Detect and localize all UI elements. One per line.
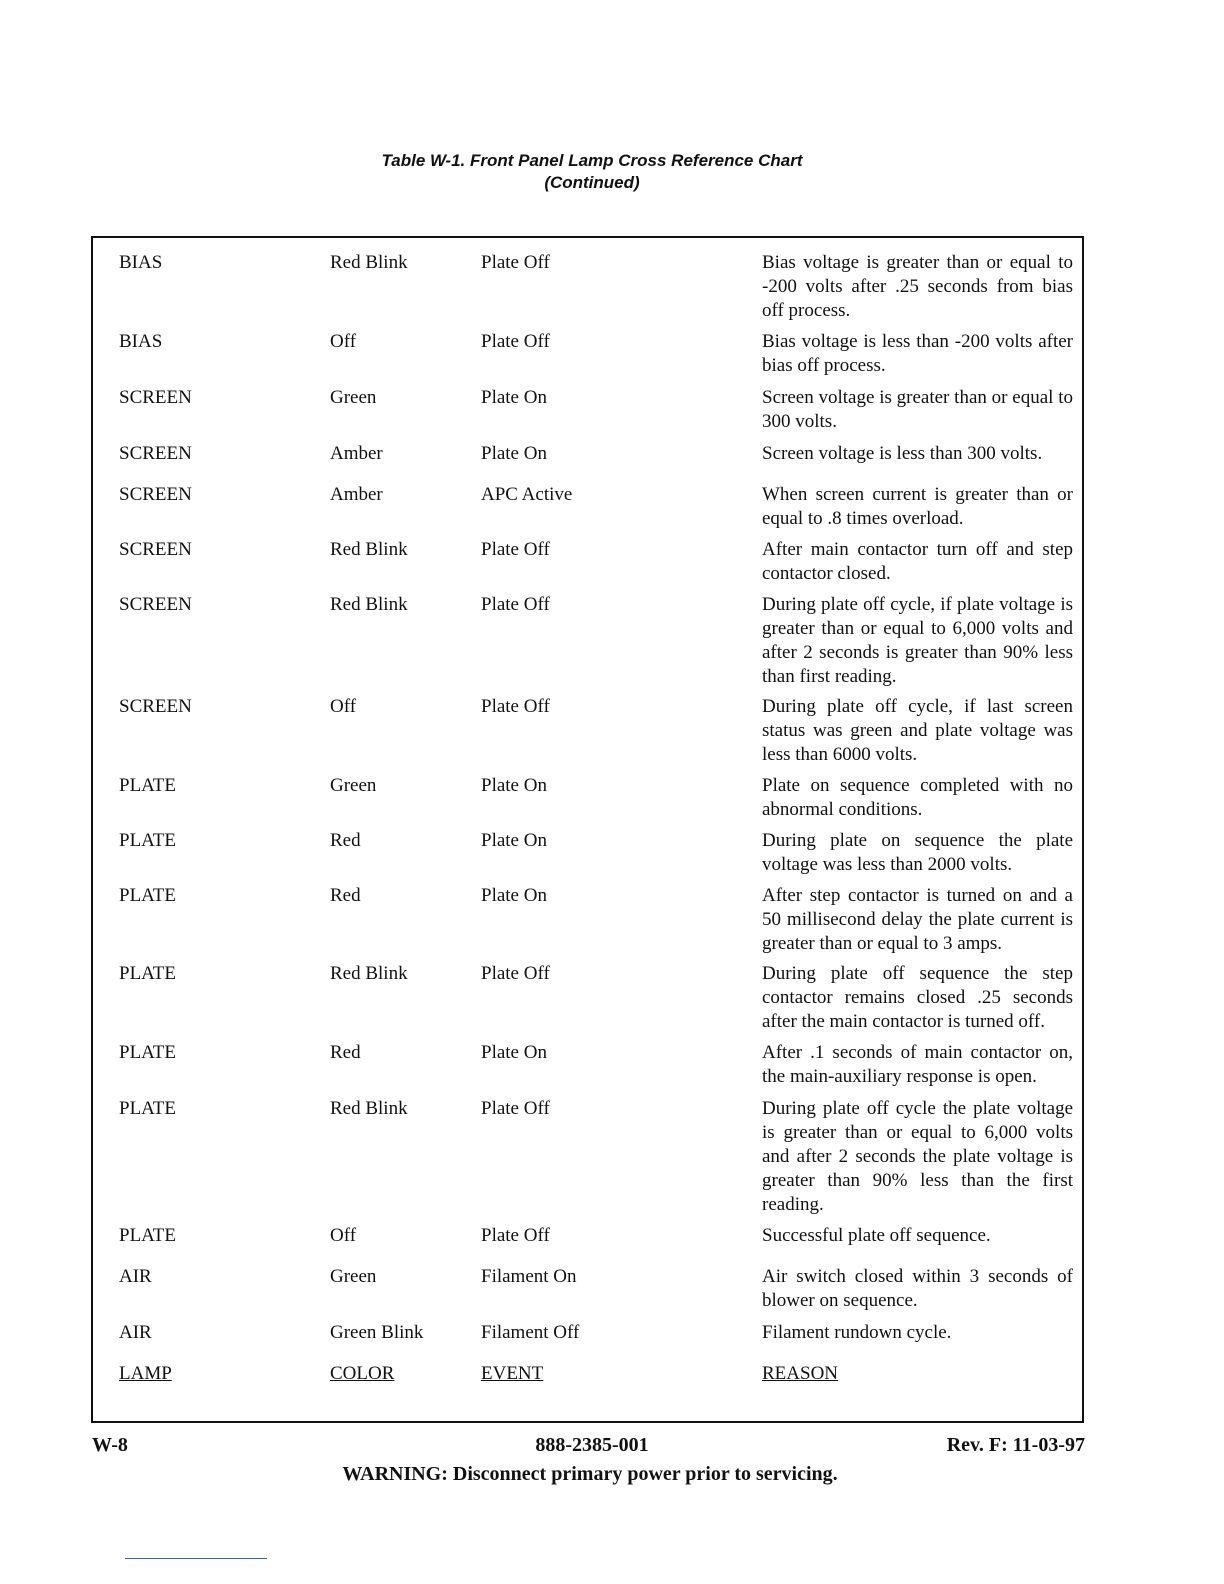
row-12-color: Red Blink	[330, 963, 408, 984]
row-3-lamp: SCREEN	[119, 387, 192, 408]
row-9-color: Green	[330, 775, 377, 796]
row-12-event: Plate Off	[481, 963, 550, 984]
row-5-event: APC Active	[481, 484, 573, 505]
row-7-lamp: SCREEN	[119, 594, 192, 615]
row-10-lamp: PLATE	[119, 830, 176, 851]
row-16-event: Filament On	[481, 1266, 577, 1287]
row-2-reason: Bias voltage is less than -200 volts after bias off process.	[762, 331, 1073, 376]
row-16-reason: Air switch closed within 3 seconds of blower on sequence.	[762, 1266, 1073, 1311]
row-17-color: Green Blink	[330, 1322, 424, 1343]
row-10-color: Red	[330, 830, 361, 851]
row-4-color: Amber	[330, 443, 383, 464]
row-4-lamp: SCREEN	[119, 443, 192, 464]
row-13-event: Plate On	[481, 1042, 547, 1063]
revision: Rev. F: 11-03-97	[946, 1434, 1085, 1456]
row-13-lamp: PLATE	[119, 1042, 176, 1063]
row-2-color: Off	[330, 331, 357, 352]
row-7-event: Plate Off	[481, 594, 550, 615]
row-15-event: Plate Off	[481, 1225, 550, 1246]
row-11-reason: After step contactor is turned on and a 50 millisecond delay the plate current is greater than or equal to 3 amps.	[762, 885, 1073, 954]
row-11-event: Plate On	[481, 885, 547, 906]
row-4-reason: Screen voltage is less than 300 volts.	[762, 443, 1043, 464]
row-15-color: Off	[330, 1225, 357, 1246]
row-5-reason: When screen current is greater than or equal to .8 times overload.	[762, 484, 1073, 529]
row-3-reason: Screen voltage is greater than or equal to 300 volts.	[762, 387, 1073, 432]
row-8-reason: During plate off cycle, if last screen status was green and plate voltage was less than 6000 volts.	[762, 696, 1073, 765]
row-1-event: Plate Off	[481, 252, 550, 273]
row-4-event: Plate On	[481, 443, 547, 464]
row-6-lamp: SCREEN	[119, 539, 192, 560]
row-8-color: Off	[330, 696, 357, 717]
row-10-event: Plate On	[481, 830, 547, 851]
row-9-event: Plate On	[481, 775, 547, 796]
row-14-event: Plate Off	[481, 1098, 550, 1119]
row-15-reason: Successful plate off sequence.	[762, 1225, 991, 1246]
row-8-lamp: SCREEN	[119, 696, 192, 717]
row-9-reason: Plate on sequence completed with no abnormal conditions.	[762, 775, 1073, 820]
row-14-color: Red Blink	[330, 1098, 408, 1119]
warning-notice: WARNING: Disconnect primary power prior to servicing.	[342, 1463, 838, 1485]
header-event: EVENT	[481, 1363, 544, 1384]
row-17-event: Filament Off	[481, 1322, 580, 1343]
row-5-color: Amber	[330, 484, 383, 505]
row-1-color: Red Blink	[330, 252, 408, 273]
row-11-color: Red	[330, 885, 361, 906]
row-6-event: Plate Off	[481, 539, 550, 560]
row-11-lamp: PLATE	[119, 885, 176, 906]
row-13-reason: After .1 seconds of main contactor on, the main-auxiliary response is open.	[762, 1042, 1073, 1087]
row-1-lamp: BIAS	[119, 252, 163, 273]
row-17-reason: Filament rundown cycle.	[762, 1322, 952, 1343]
row-14-lamp: PLATE	[119, 1098, 176, 1119]
row-14-reason: During plate off cycle the plate voltage is greater than or equal to 6,000 volts and after 2 seconds the plate voltage is greater than 90% less than the first reading.	[762, 1098, 1073, 1215]
row-8-event: Plate Off	[481, 696, 550, 717]
document-number: 888-2385-001	[535, 1434, 649, 1456]
row-12-reason: During plate off sequence the step contactor remains closed .25 seconds after the main contactor is turned off.	[762, 963, 1073, 1032]
header-reason: REASON	[762, 1363, 839, 1384]
row-7-reason: During plate off cycle, if plate voltage is greater than or equal to 6,000 volts and after 2 seconds is greater than 90% less than first reading.	[762, 594, 1073, 687]
header-color: COLOR	[330, 1363, 395, 1384]
row-5-lamp: SCREEN	[119, 484, 192, 505]
row-7-color: Red Blink	[330, 594, 408, 615]
row-16-color: Green	[330, 1266, 377, 1287]
row-6-color: Red Blink	[330, 539, 408, 560]
row-15-lamp: PLATE	[119, 1225, 176, 1246]
row-3-color: Green	[330, 387, 377, 408]
row-12-lamp: PLATE	[119, 963, 176, 984]
row-2-lamp: BIAS	[119, 331, 163, 352]
row-9-lamp: PLATE	[119, 775, 176, 796]
row-10-reason: During plate on sequence the plate voltage was less than 2000 volts.	[762, 830, 1073, 875]
row-1-reason: Bias voltage is greater than or equal to -200 volts after .25 seconds from bias off process.	[762, 252, 1073, 321]
bottom-rule	[125, 1558, 267, 1559]
row-13-color: Red	[330, 1042, 361, 1063]
page-number: W-8	[92, 1434, 128, 1456]
table-caption: Table W-1. Front Panel Lamp Cross Reference Chart	[381, 151, 803, 170]
row-17-lamp: AIR	[119, 1322, 152, 1343]
table-caption-continued: (Continued)	[544, 173, 640, 192]
header-lamp: LAMP	[119, 1363, 172, 1384]
row-3-event: Plate On	[481, 387, 547, 408]
row-16-lamp: AIR	[119, 1266, 152, 1287]
row-2-event: Plate Off	[481, 331, 550, 352]
row-6-reason: After main contactor turn off and step contactor closed.	[762, 539, 1073, 584]
